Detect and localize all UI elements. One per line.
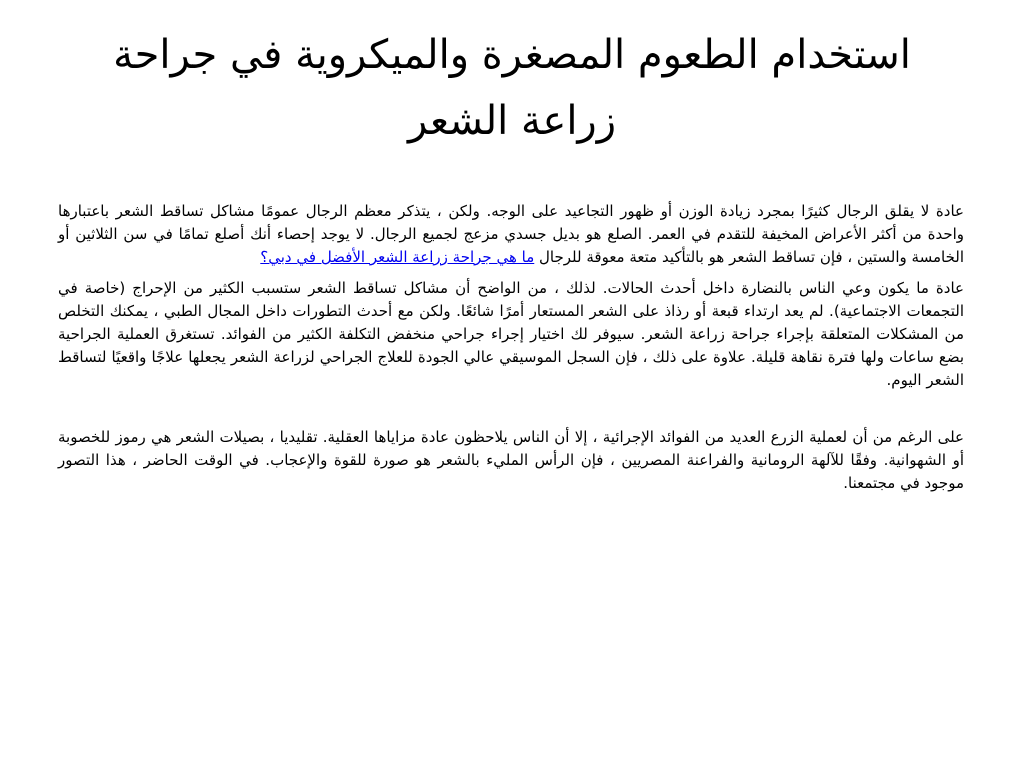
slide-title bbox=[60, 22, 964, 154]
slide-body bbox=[58, 200, 964, 503]
title-line-2: زراعة الشعر bbox=[407, 98, 617, 144]
title-line-1: استخدام الطعوم المصغرة والميكروية في جراحة bbox=[113, 32, 911, 78]
paragraph-1-text: عادة لا يقلق الرجال كثيرًا بمجرد زيادة الوزن أو ظهور التجاعيد على الوجه. ولكن ، يتذكر معظم الرجال عمومًا مشاكل تساقط الشعر باعتبارها واحدة من أكثر الأعراض المخيفة للتقدم في العمر. الصلع هو بديل جسدي مزعج لجميع الرجال. لا يوجد إحصاء أنك أصلع تمامًا في سن الثلاثين أو الخامسة والستين ، فإن تساقط الشعر هو بالتأكيد متعة معوقة للرجال bbox=[58, 202, 964, 266]
paragraph-1 bbox=[58, 200, 964, 269]
hair-transplant-dubai-link[interactable]: ما هي جراحة زراعة الشعر الأفضل في دبي؟ bbox=[260, 248, 535, 266]
paragraph-2: عادة ما يكون وعي الناس بالنضارة داخل أحدث الحالات. لذلك ، من الواضح أن مشاكل تساقط الشعر ستسبب الكثير من الإحراج (خاصة في التجمعات الاجتماعية). لم يعد ارتداء قبعة أو رذاذ على الشعر المستعار أمرًا شائعًا. ولكن مع أحدث التطورات داخل المجال الطبي ، يمكنك التخلص من المشكلات المتعلقة بإجراء جراحة زراعة الشعر. سيوفر لك اختيار إجراء جراحي منخفض التكلفة الكثير من الفوائد. تستغرق العملية الجراحية بضع ساعات ولها فترة نقاهة قليلة. علاوة على ذلك ، فإن السجل الموسيقي عالي الجودة للعلاج الجراحي لزراعة الشعر يجعلها علاجًا واقعيًا لتساقط الشعر اليوم. bbox=[58, 279, 964, 389]
paragraph-3: على الرغم من أن لعملية الزرع العديد من الفوائد الإجرائية ، إلا أن الناس يلاحظون عادة مزاياها العقلية. تقليديا ، بصيلات الشعر هي رموز للخصوبة أو الشهوانية. وفقًا للآلهة الرومانية والفراعنة المصريين ، فإن الرأس المليء بالشعر هو صورة للقوة والإعجاب. في الوقت الحاضر ، هذا التصور موجود في مجتمعنا. bbox=[58, 428, 964, 492]
